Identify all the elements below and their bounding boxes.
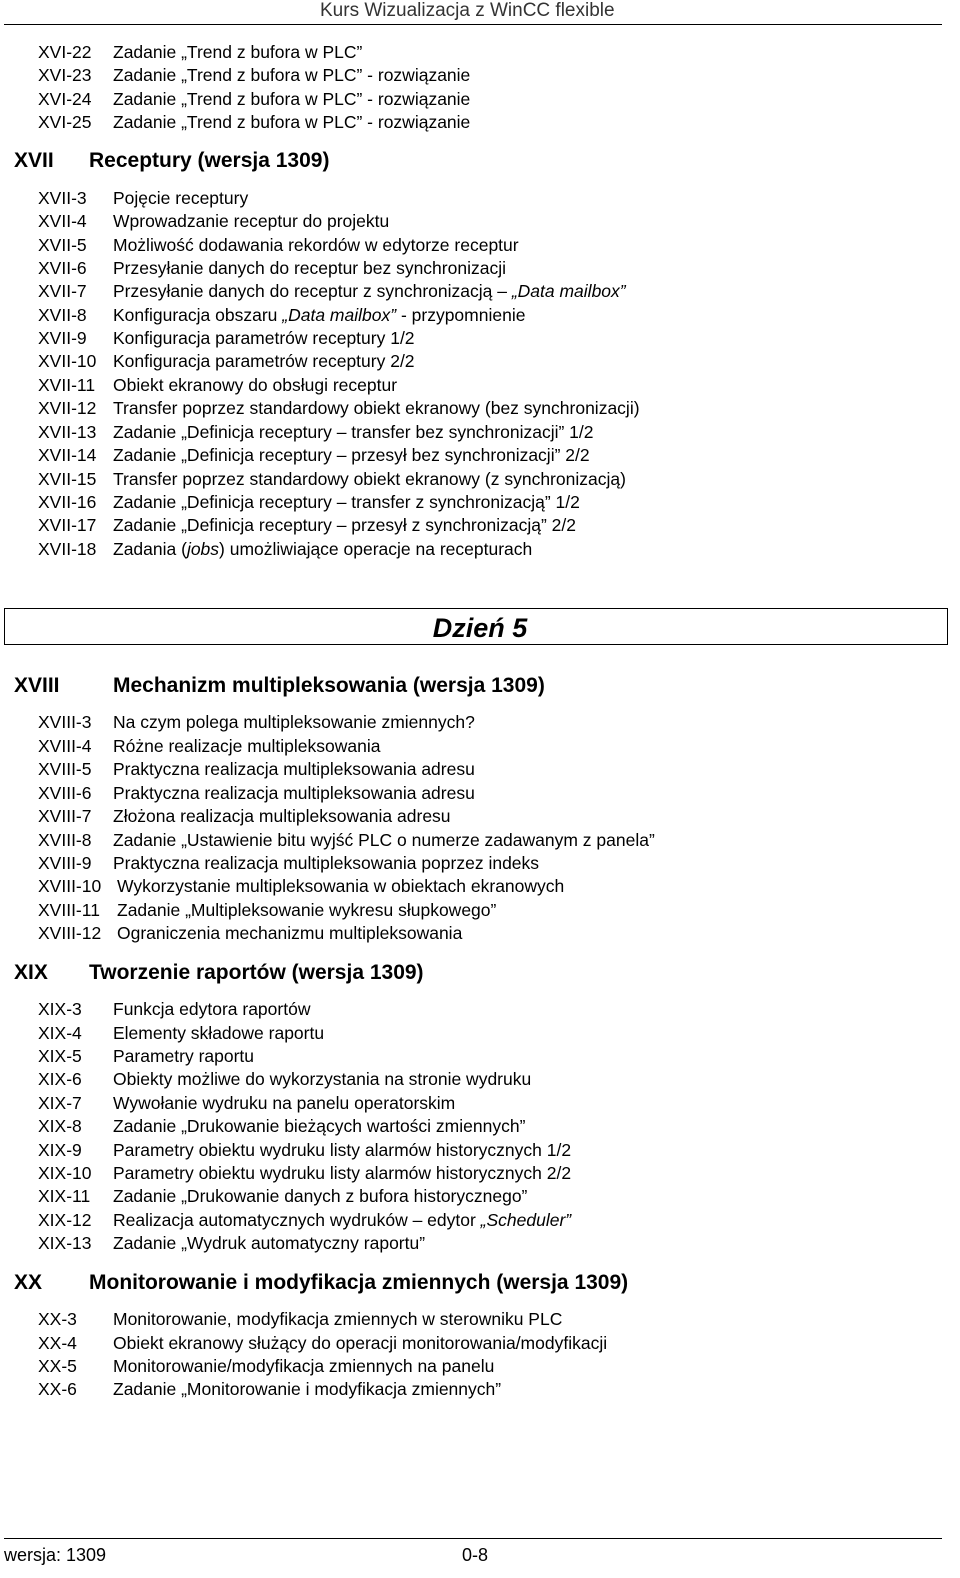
toc-entry-text: Realizacja automatycznych wydruków – edytor „Scheduler”	[113, 1210, 572, 1230]
section-code: XVIII	[14, 674, 60, 697]
toc-entry-code: XIX-10	[38, 1163, 92, 1183]
toc-entry-code: XVIII-11	[38, 900, 100, 920]
toc-entry-code: XVII-14	[38, 445, 97, 465]
toc-entry-text: Zadanie „Definicja receptury – przesył z synchronizacją” 2/2	[113, 515, 576, 535]
toc-entry-code: XIX-9	[38, 1140, 82, 1160]
toc-entry-code: XVII-5	[38, 235, 87, 255]
footer-page-number: 0-8	[462, 1545, 489, 1565]
toc-entry-code: XX-6	[38, 1379, 77, 1399]
toc-entry-code: XVI-23	[38, 65, 92, 85]
toc-entry-code: XVII-15	[38, 469, 97, 489]
toc-entry-code: XVII-13	[38, 422, 97, 442]
toc-entry-text: Zadanie „Wydruk automatyczny raportu”	[113, 1233, 426, 1253]
toc-entry-code: XVII-16	[38, 492, 97, 512]
toc-entry-code: XVIII-5	[38, 759, 92, 779]
toc-entry-text: Zadanie „Trend z bufora w PLC” - rozwiązanie	[113, 112, 471, 132]
toc-entry-text: Zadanie „Multipleksowanie wykresu słupkowego”	[117, 900, 497, 920]
toc-entry-text: Pojęcie receptury	[113, 188, 249, 208]
toc-entry-code: XIX-13	[38, 1233, 92, 1253]
toc-entry-code: XVII-3	[38, 188, 87, 208]
toc-entry-code: XVIII-3	[38, 712, 92, 732]
toc-entry-text: Konfiguracja parametrów receptury 1/2	[113, 328, 415, 348]
toc-entry-text: Zadanie „Drukowanie bieżących wartości zmiennych”	[113, 1116, 526, 1136]
toc-entry-text: Obiekt ekranowy do obsługi receptur	[113, 375, 398, 395]
toc-entry-text: Wywołanie wydruku na panelu operatorskim	[113, 1093, 456, 1113]
toc-entry-text: Przesyłanie danych do receptur bez synchronizacji	[113, 258, 506, 278]
toc-entry-code: XX-3	[38, 1309, 77, 1329]
toc-entry-text: Monitorowanie/modyfikacja zmiennych na panelu	[113, 1356, 495, 1376]
section-code: XIX	[14, 961, 48, 984]
toc-entry-text: Zadanie „Definicja receptury – transfer bez synchronizacji” 1/2	[113, 422, 594, 442]
toc-entry-code: XVIII-7	[38, 806, 92, 826]
toc-entry-code: XVII-6	[38, 258, 87, 278]
toc-entry-code: XVII-18	[38, 539, 97, 559]
toc-entry-text: Wykorzystanie multipleksowania w obiektach ekranowych	[117, 876, 565, 896]
toc-entry-text: Parametry raportu	[113, 1046, 255, 1066]
toc-entry-code: XIX-7	[38, 1093, 82, 1113]
toc-entry-code: XVII-7	[38, 281, 87, 301]
toc-entry-code: XVI-22	[38, 42, 92, 62]
toc-entry-text: Różne realizacje multipleksowania	[113, 736, 381, 756]
toc-entry-code: XIX-3	[38, 999, 82, 1019]
toc-entry-code: XVI-24	[38, 89, 92, 109]
toc-entry-code: XVII-8	[38, 305, 87, 325]
section-title: Tworzenie raportów (wersja 1309)	[89, 961, 424, 984]
section-code: XX	[14, 1271, 43, 1294]
toc-entry-code: XX-5	[38, 1356, 77, 1376]
toc-entry-code: XIX-8	[38, 1116, 82, 1136]
toc-entry-text: Zadanie „Drukowanie danych z bufora historycznego”	[113, 1186, 528, 1206]
toc-entry-text: Zadanie „Trend z bufora w PLC” - rozwiązanie	[113, 65, 471, 85]
toc-entry-text: Ograniczenia mechanizmu multipleksowania	[117, 923, 463, 943]
toc-entry-code: XIX-6	[38, 1069, 82, 1089]
toc-entry-code: XVII-11	[38, 375, 96, 395]
toc-entry-code: XVII-9	[38, 328, 87, 348]
toc-entry-text: Zadanie „Trend z bufora w PLC”	[113, 42, 363, 62]
toc-entry-text: Praktyczna realizacja multipleksowania poprzez indeks	[113, 853, 540, 873]
toc-entry-code: XIX-4	[38, 1023, 82, 1043]
toc-entry-text: Możliwość dodawania rekordów w edytorze receptur	[113, 235, 519, 255]
toc-entry-text: Zadanie „Ustawienie bitu wyjść PLC o numerze zadawanym z panela”	[113, 830, 655, 850]
section-title: Monitorowanie i modyfikacja zmiennych (wersja 1309)	[89, 1271, 629, 1294]
toc-entry-code: XVII-4	[38, 211, 87, 231]
toc-entry-code: XIX-11	[38, 1186, 91, 1206]
toc-entry-code: XVII-10	[38, 351, 97, 371]
toc-entry-text: Transfer poprzez standardowy obiekt ekranowy (bez synchronizacji)	[113, 398, 640, 418]
toc-entry-text: Konfiguracja parametrów receptury 2/2	[113, 351, 415, 371]
toc-entry-text: Transfer poprzez standardowy obiekt ekranowy (z synchronizacją)	[113, 469, 626, 489]
section-code: XVII	[14, 149, 54, 172]
day-label: Dzień 5	[432, 613, 528, 643]
footer-version: wersja: 1309	[4, 1545, 107, 1565]
page-header-title: Kurs Wizualizacja z WinCC flexible	[320, 0, 615, 21]
toc-entry-code: XX-4	[38, 1333, 77, 1353]
section-title: Receptury (wersja 1309)	[89, 149, 330, 172]
toc-entry-text: Obiekt ekranowy służący do operacji monitorowania/modyfikacji	[113, 1333, 608, 1353]
toc-entry-code: XIX-5	[38, 1046, 82, 1066]
toc-entry-code: XVIII-4	[38, 736, 92, 756]
toc-entry-text: Funkcja edytora raportów	[113, 999, 311, 1019]
toc-entry-text: Zadanie „Definicja receptury – transfer z synchronizacją” 1/2	[113, 492, 580, 512]
toc-entry-text: Obiekty możliwe do wykorzystania na stronie wydruku	[113, 1069, 532, 1089]
footer-divider	[4, 1538, 942, 1539]
toc-entry-code: XVIII-8	[38, 830, 92, 850]
toc-entry-code: XVIII-9	[38, 853, 92, 873]
toc-entry-text: Parametry obiektu wydruku listy alarmów historycznych 1/2	[113, 1140, 572, 1160]
toc-entry-text: Praktyczna realizacja multipleksowania adresu	[113, 759, 475, 779]
toc-entry-text: Wprowadzanie receptur do projektu	[113, 211, 390, 231]
toc-entry-code: XVI-25	[38, 112, 92, 132]
toc-entry-text: Konfiguracja obszaru „Data mailbox” - przypomnienie	[113, 305, 526, 325]
toc-entry-text: Przesyłanie danych do receptur z synchronizacją – „Data mailbox”	[113, 281, 626, 301]
toc-entry-text: Praktyczna realizacja multipleksowania adresu	[113, 783, 475, 803]
toc-entry-code: XVIII-6	[38, 783, 92, 803]
toc-entry-text: Zadanie „Definicja receptury – przesył bez synchronizacji” 2/2	[113, 445, 590, 465]
toc-entry-text: Zadania (jobs) umożliwiające operacje na recepturach	[113, 539, 533, 559]
section-title: Mechanizm multipleksowania (wersja 1309)	[113, 674, 545, 697]
toc-entry-code: XVII-17	[38, 515, 97, 535]
toc-entry-code: XVIII-10	[38, 876, 102, 896]
toc-entry-text: Monitorowanie, modyfikacja zmiennych w sterowniku PLC	[113, 1309, 563, 1329]
toc-entry-text: Zadanie „Monitorowanie i modyfikacja zmiennych”	[113, 1379, 502, 1399]
toc-entry-code: XIX-12	[38, 1210, 92, 1230]
header-divider	[4, 24, 942, 25]
toc-entry-text: Zadanie „Trend z bufora w PLC” - rozwiązanie	[113, 89, 471, 109]
toc-entry-code: XVIII-12	[38, 923, 102, 943]
toc-entry-text: Elementy składowe raportu	[113, 1023, 325, 1043]
toc-entry-code: XVII-12	[38, 398, 97, 418]
toc-entry-text: Na czym polega multipleksowanie zmiennych?	[113, 712, 475, 732]
toc-entry-text: Złożona realizacja multipleksowania adresu	[113, 806, 451, 826]
toc-entry-text: Parametry obiektu wydruku listy alarmów historycznych 2/2	[113, 1163, 572, 1183]
